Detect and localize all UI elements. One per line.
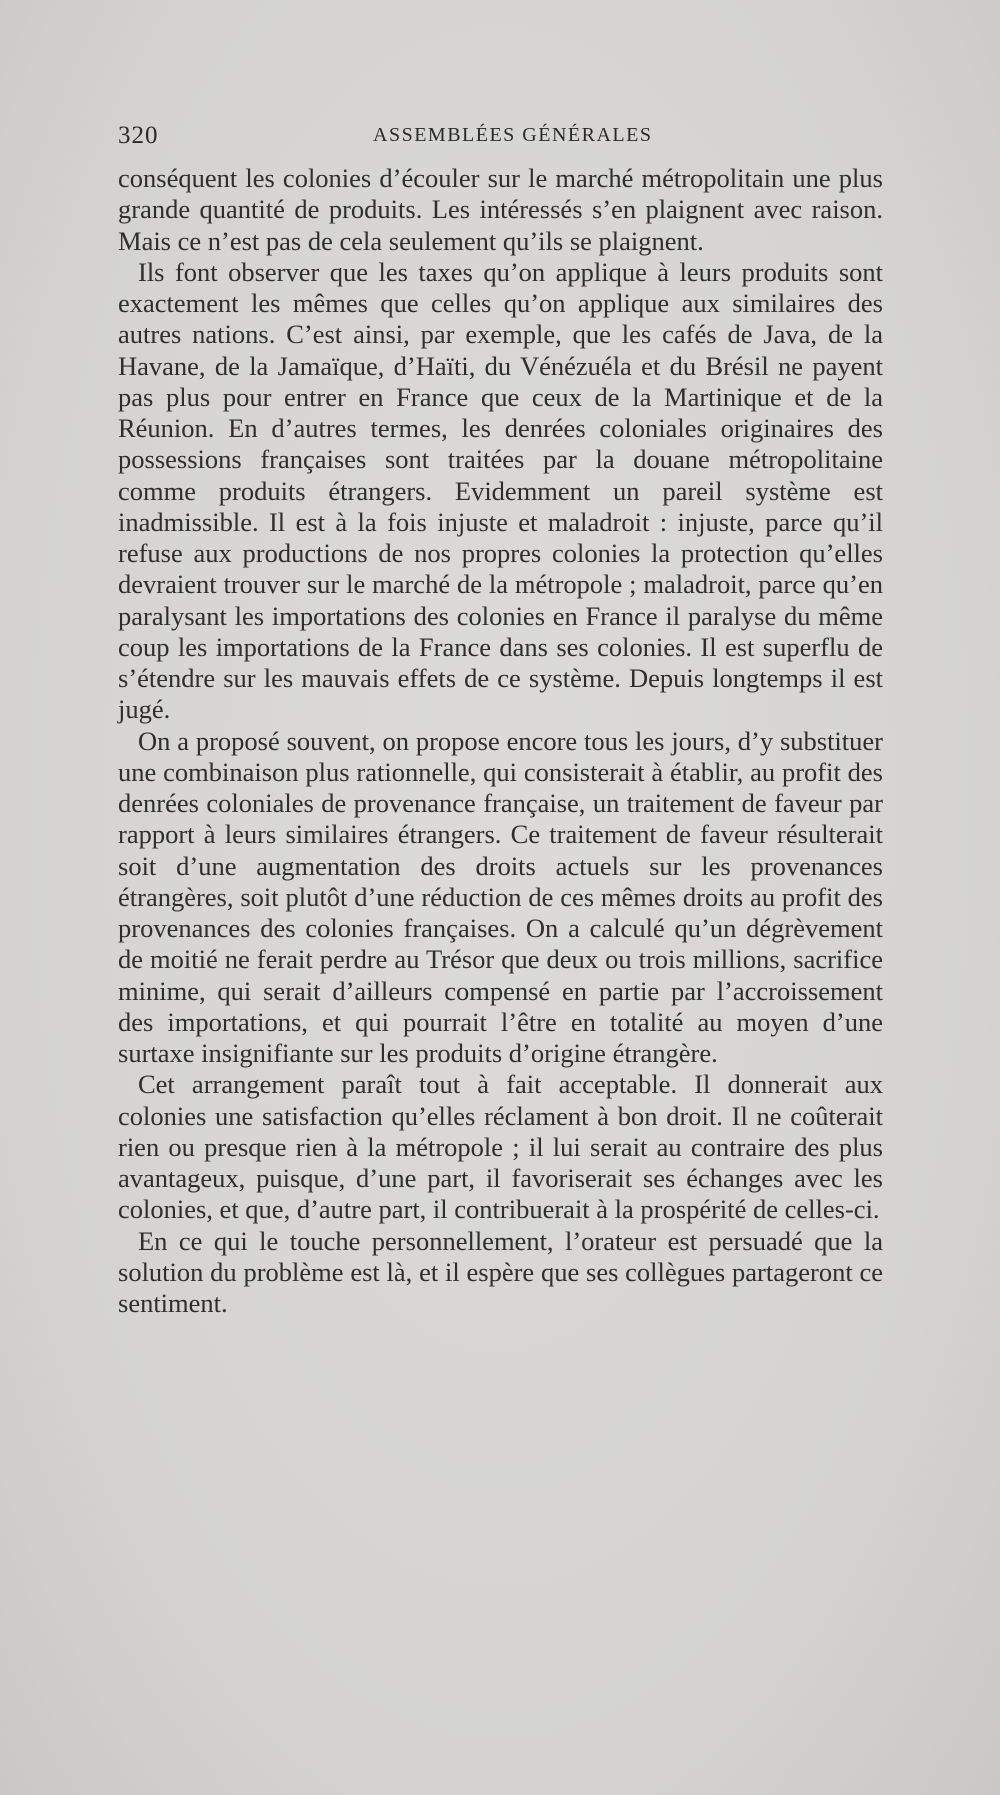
paragraph-conclusion: En ce qui le touche personnellement, l’orateur est persuadé que la solution du problème est là, et il espère que ses collègues partageront ce sentiment. [118,1225,883,1318]
paragraph-arrangement: Cet arrangement paraît tout à fait acceptable. Il donnerait aux colonies une satisfaction qu’elles réclament à bon droit. Il ne coûterait rien ou presque rien à la métropole ; il lui serait au contraire des plus avantageux, puisque, d’une part, il favoriserait ses échanges avec les colonies, et que, d’autre part, il contribuerait à la prospérité de celles-ci. [118,1069,883,1225]
paragraph-taxes: Ils font observer que les taxes qu’on applique à leurs produits sont exactement les mêmes que celles qu’on applique aux similaires des autres nations. C’est ainsi, par exemple, que les cafés de Java, de la Havane, de la Jamaïque, d’Haïti, du Vénézuéla et du Brésil ne payent pas plus pour entrer en France que ceux de la Martinique et de la Réunion. En d’autres termes, les denrées coloniales originaires des possessions françaises sont traitées par la douane métropolitaine comme produits étrangers. Evidemment un pareil système est inadmissible. Il est à la fois injuste et maladroit : injuste, parce qu’il refuse aux productions de nos propres colonies la protection qu’elles devraient trouver sur le marché de la métropole ; maladroit, parce qu’en paralysant les importations des colonies en France il paralyse du même coup les importations de la France dans ses colonies. Il est superflu de s’étendre sur les mauvais effets de ce système. Depuis longtemps il est jugé. [118,256,883,725]
paragraph-proposal: On a proposé souvent, on propose encore tous les jours, d’y substituer une combinaison plus rationnelle, qui consisterait à établir, au profit des denrées coloniales de provenance française, un traitement de faveur par rapport à leurs similaires étrangers. Ce traitement de faveur résulterait soit d’une augmentation des droits actuels sur les provenances étrangères, soit plutôt d’une réduction de ces mêmes droits au profit des provenances des colonies françaises. On a calculé qu’un dégrèvement de moitié ne ferait perdre au Trésor que deux ou trois millions, sacrifice minime, qui serait d’ailleurs compensé en partie par l’accroissement des importations, et qui pourrait l’être en totalité au moyen d’une surtaxe insignifiante sur les produits d’origine étrangère. [118,725,883,1068]
paragraph-continuation: conséquent les colonies d’écouler sur le marché métropolitain une plus grande quantité de produits. Les intéressés s’en plaignent avec raison. Mais ce n’est pas de cela seulement qu’ils se plaignent. [118,163,883,256]
running-head: ASSEMBLÉES GÉNÉRALES [373,124,653,146]
page-number: 320 [118,122,159,149]
body-text [118,163,883,1319]
page-header [118,122,888,152]
